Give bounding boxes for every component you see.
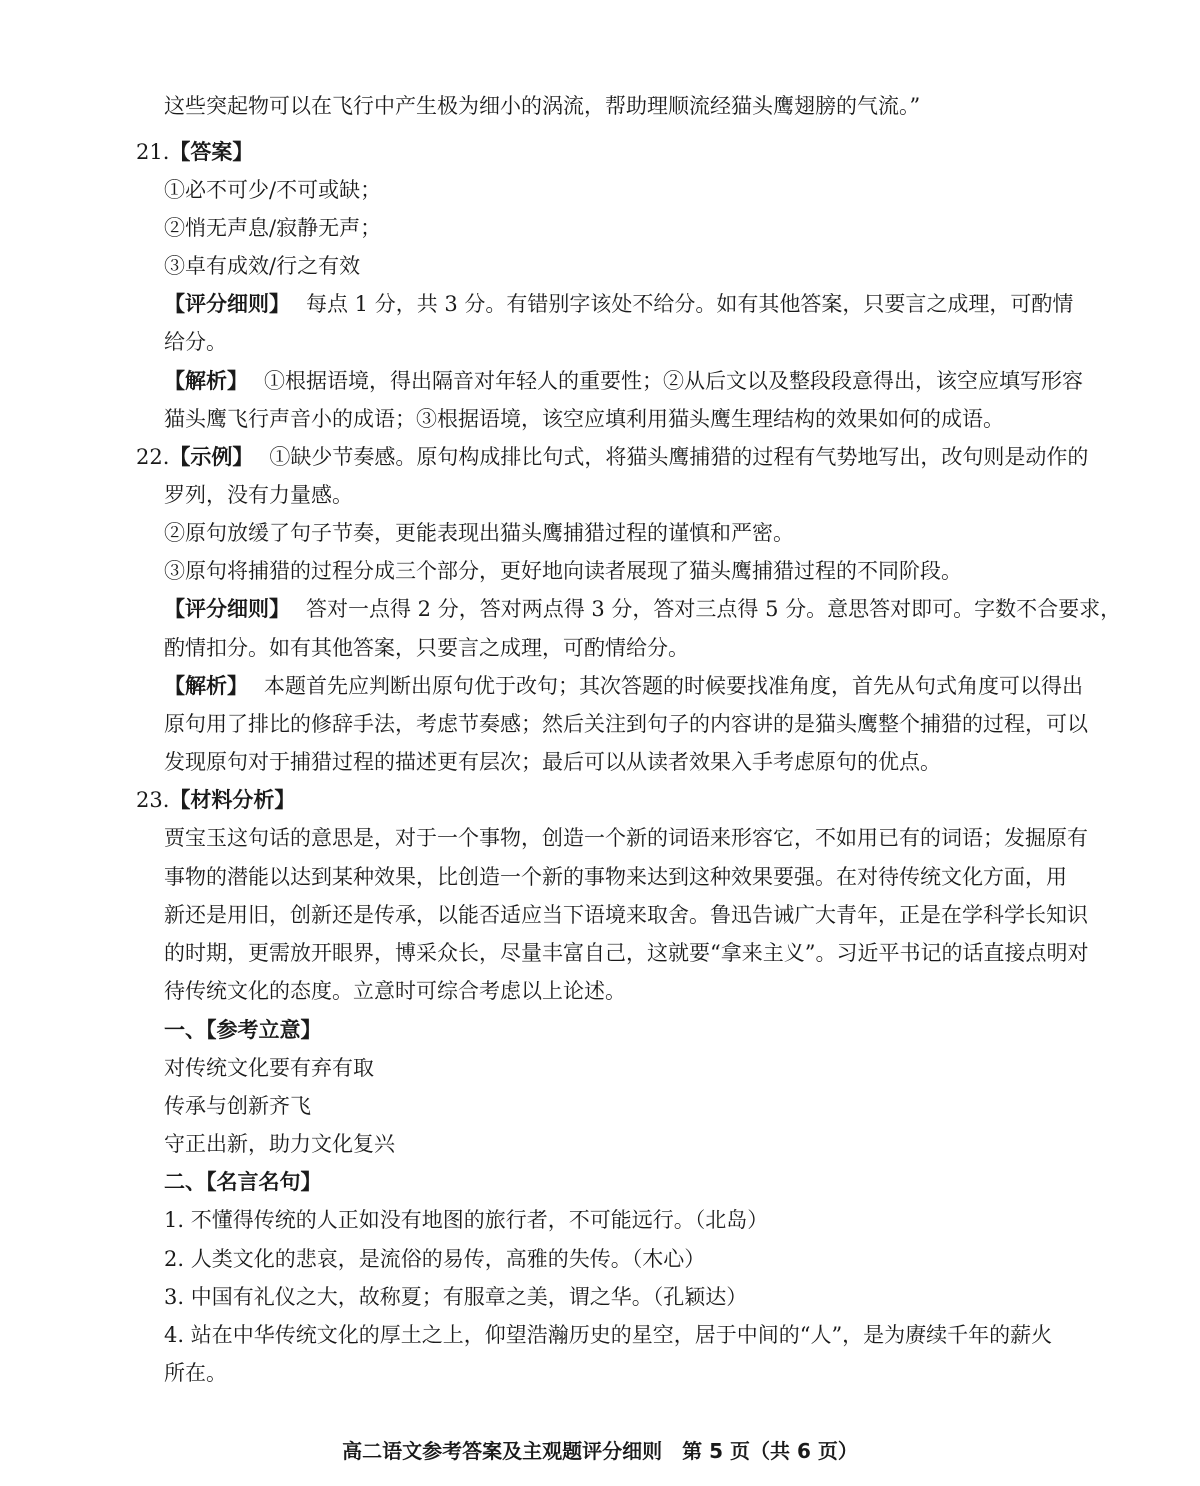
analysis-text: 本题首先应判断出原句优于改句；其次答题的时候要找准角度，首先从句式角度可以得出 — [264, 674, 1083, 698]
quote-item: 1. 不懂得传统的人正如没有地图的旅行者，不可能远行。（北岛） — [164, 1208, 769, 1232]
question-21-heading — [136, 137, 253, 167]
quote-item: 2. 人类文化的悲哀，是流俗的易传，高雅的失传。（木心） — [164, 1247, 706, 1271]
analysis-text: ①根据语境，得出隔音对年轻人的重要性；②从后文以及整段段意得出，该空应填写形容 — [264, 369, 1083, 393]
text-line: 这些突起物可以在飞行中产生极为细小的涡流，帮助理顺流经猫头鹰翅膀的气流。” — [164, 94, 921, 118]
text-line: 待传统文化的态度。立意时可综合考虑以上论述。 — [164, 979, 626, 1003]
text-line: ②悄无声息/寂静无声； — [164, 216, 382, 240]
question-number: 21. — [136, 140, 170, 164]
text-line: 发现原句对于捕猎过程的描述更有层次；最后可以从读者效果入手考虑原句的优点。 — [164, 750, 941, 774]
text-line: 猫头鹰飞行声音小的成语；③根据语境，该空应填利用猫头鹰生理结构的效果如何的成语。 — [164, 407, 1004, 431]
material-analysis-label: 【材料分析】 — [169, 788, 296, 812]
question-number: 22. — [136, 445, 170, 469]
text-line: ③原句将捕猎的过程分成三个部分，更好地向读者展现了猫头鹰捕猎过程的不同阶段。 — [164, 559, 962, 583]
scoring-rule-text: 每点 1 分，共 3 分。有错别字该处不给分。如有其他答案，只要言之成理，可酌情 — [306, 292, 1074, 316]
page-footer: 高二语文参考答案及主观题评分细则 第 5 页（共 6 页） — [342, 1439, 858, 1463]
question-22-heading — [136, 442, 1088, 472]
list-item: 守正出新，助力文化复兴 — [164, 1132, 395, 1156]
reference-theme-heading: 一、【参考立意】 — [164, 1018, 322, 1042]
text-line: ②原句放缓了句子节奏，更能表现出猫头鹰捕猎过程的谨慎和严密。 — [164, 521, 794, 545]
scoring-rule-label: 【评分细则】 — [164, 597, 290, 621]
answer-label: 【答案】 — [169, 140, 254, 164]
list-item: 对传统文化要有弃有取 — [164, 1056, 374, 1080]
text-line: 新还是用旧，创新还是传承，以能否适应当下语境来取舍。鲁迅告诫广大青年，正是在学科学长知识 — [164, 903, 1088, 927]
example-label: 【示例】 — [169, 445, 254, 469]
scoring-rule-label: 【评分细则】 — [164, 292, 290, 316]
text-line: 给分。 — [164, 330, 227, 354]
text-line: 酌情扣分。如有其他答案，只要言之成理，可酌情给分。 — [164, 636, 689, 660]
scoring-rule-line — [164, 594, 1121, 624]
quote-item: 4. 站在中华传统文化的厚土之上，仰望浩瀚历史的星空，居于中间的“人”，是为赓续千年的薪火 — [164, 1323, 1053, 1347]
text-line: 原句用了排比的修辞手法，考虑节奏感；然后关注到句子的内容讲的是猫头鹰整个捕猎的过程，可以 — [164, 712, 1088, 736]
text-line: 贾宝玉这句话的意思是，对于一个事物，创造一个新的词语来形容它，不如用已有的词语；发掘原有 — [164, 826, 1088, 850]
text-line: 事物的潜能以达到某种效果，比创造一个新的事物来达到这种效果要强。在对待传统文化方面，用 — [164, 865, 1067, 889]
text-line: 罗列，没有力量感。 — [164, 483, 353, 507]
text-line: ③卓有成效/行之有效 — [164, 254, 361, 278]
scoring-rule-line — [164, 289, 1073, 319]
question-number: 23. — [136, 788, 170, 812]
scoring-rule-text: 答对一点得 2 分，答对两点得 3 分，答对三点得 5 分。意思答对即可。字数不合要求， — [306, 597, 1122, 621]
example-text: ①缺少节奏感。原句构成排比句式，将猫头鹰捕猎的过程有气势地写出，改句则是动作的 — [269, 445, 1089, 469]
text-line: 所在。 — [164, 1361, 227, 1385]
analysis-line — [164, 671, 1083, 701]
analysis-label: 【解析】 — [164, 369, 248, 393]
question-23-heading — [136, 785, 295, 815]
analysis-line — [164, 366, 1083, 396]
text-line: ①必不可少/不可或缺； — [164, 178, 382, 202]
text-line: 的时期，更需放开眼界，博采众长，尽量丰富自己，这就要“拿来主义”。习近平书记的话直接点明对 — [164, 941, 1089, 965]
quote-item: 3. 中国有礼仪之大，故称夏；有服章之美，谓之华。（孔颖达） — [164, 1285, 748, 1309]
list-item: 传承与创新齐飞 — [164, 1094, 311, 1118]
analysis-label: 【解析】 — [164, 674, 248, 698]
quotes-heading: 二、【名言名句】 — [164, 1170, 322, 1194]
